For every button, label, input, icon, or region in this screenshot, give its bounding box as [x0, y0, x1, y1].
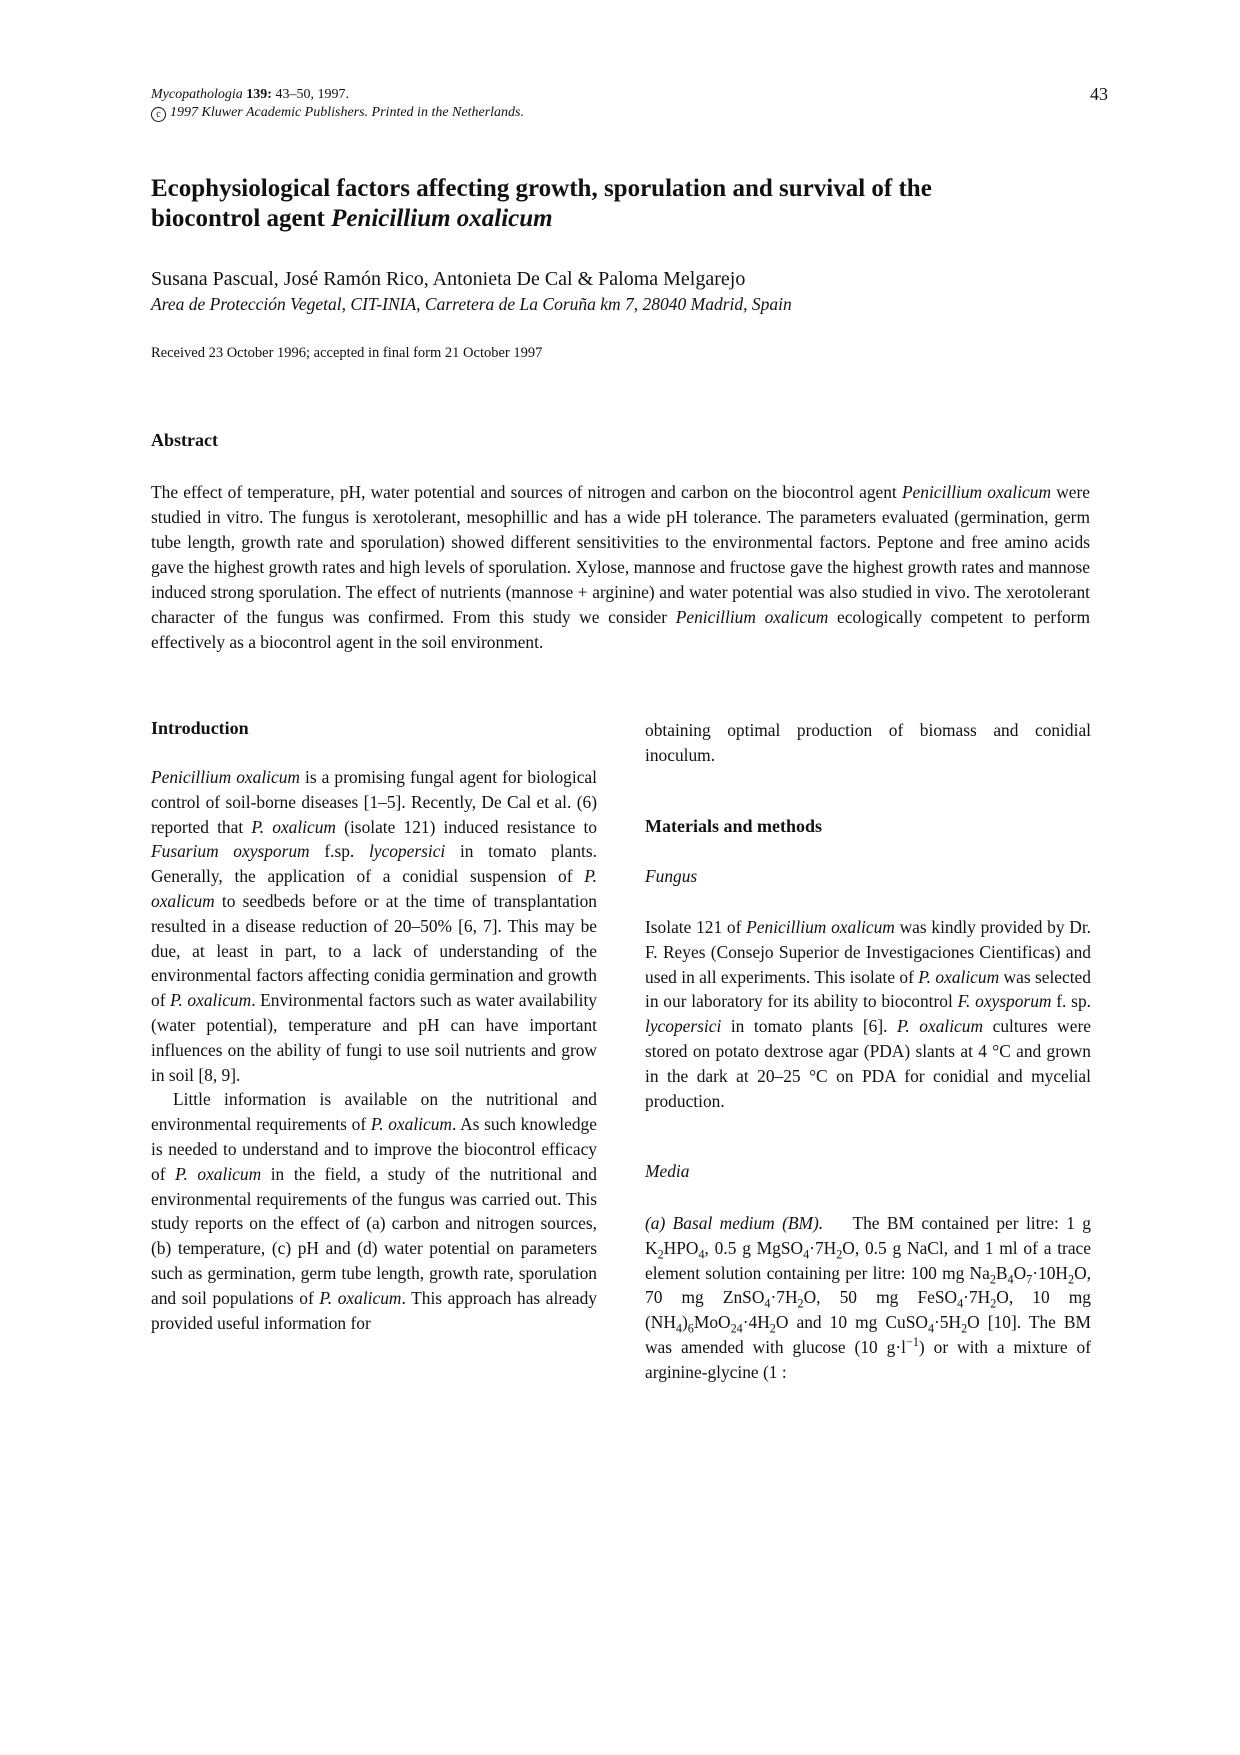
media-subheading: Media	[645, 1161, 690, 1181]
page-number: 43	[1090, 84, 1108, 104]
body-text: in the field, a study of the nutritional and environmental requirements of the fungus was carried out. This study reports on the effect of (a) carbon and nitrogen sources, (b) temperature, (c) pH and (d) water potential on parameters such as germination, germ tube length, growth rate, sporulation and soil populations of	[151, 1163, 597, 1308]
body-text: Little information is available on the nutritional and environmental requirements of	[151, 1089, 597, 1135]
body-text: (isolate 121) induced resistance to	[344, 816, 598, 837]
title-species: Penicillium oxalicum	[331, 205, 553, 232]
journal-pages: 43–50, 1997.	[275, 87, 349, 102]
journal-name: Mycopathologia	[151, 87, 243, 102]
abstract-body	[151, 480, 1090, 655]
title-line-2	[151, 204, 1091, 234]
abstract-text: ecologically competent to perform effectively as a biocontrol agent in the soil environment.	[151, 607, 1091, 652]
abstract-text: The effect of temperature, pH, water potential and sources of nitrogen and carbon on the biocontrol agent	[151, 482, 897, 502]
species-name: P. oxalicum	[175, 1163, 262, 1184]
species-name: P. oxalicum	[897, 1016, 984, 1037]
fungus-paragraph	[645, 915, 1091, 1113]
species-name: P. oxalicum	[370, 1114, 452, 1135]
journal-citation	[151, 86, 1051, 104]
body-text: . As such knowledge is needed to understand and to improve the biocontrol efficacy of	[151, 1114, 597, 1184]
body-text: . This approach has already provided useful information for	[151, 1287, 597, 1333]
species-name: P. oxalicum	[170, 990, 252, 1011]
species-name: Fusarium oxysporum	[151, 841, 310, 862]
body-text: in tomato plants [6].	[730, 1016, 888, 1037]
paper-title	[151, 174, 1091, 234]
species-name: Penicillium oxalicum	[151, 767, 300, 787]
journal-volume: 139:	[246, 87, 272, 102]
intro-paragraph-1	[151, 765, 597, 1087]
methods-heading: Materials and methods	[645, 816, 822, 836]
copyright-text: 1997 Kluwer Academic Publishers. Printed in the Netherlands.	[170, 105, 524, 120]
abstract-species: Penicillium oxalicum	[901, 482, 1052, 502]
species-name: P. oxalicum	[151, 866, 597, 911]
species-name: lycopersici	[368, 841, 446, 862]
species-name: lycopersici	[645, 1016, 722, 1037]
copyright-line	[151, 104, 1051, 122]
species-name: P. oxalicum	[918, 966, 1000, 987]
species-name: F. oxysporum	[957, 991, 1052, 1012]
introduction-body	[151, 765, 597, 1335]
body-text: is a promising fungal agent for biological control of soil-borne diseases [1–5]. Recently, De Cal et al. (6) reported that	[151, 767, 597, 837]
running-header	[151, 86, 1051, 122]
fungus-subheading: Fungus	[645, 866, 698, 886]
abstract-species: Penicillium oxalicum	[675, 607, 829, 627]
body-text: f. sp.	[1056, 991, 1091, 1012]
species-name: P. oxalicum	[319, 1287, 402, 1308]
copyright-icon: c	[151, 107, 166, 122]
body-text: was selected in our laboratory for its ability to biocontrol	[645, 966, 1091, 1012]
body-text: f.sp.	[324, 841, 355, 862]
species-name: Penicillium oxalicum	[746, 917, 895, 937]
body-text: cultures were stored on potato dextrose agar (PDA) slants at 4 °C and grown in the dark at 20–25 °C on PDA for conidial and mycelial production.	[645, 1016, 1091, 1111]
body-text: to seedbeds before or at the time of transplantation resulted in a disease reduction of 20–50% [6, 7]. This may be due, at least in part, to a lack of understanding of the environmental factors affecting conidia germination and growth of	[151, 890, 597, 1011]
abstract-heading: Abstract	[151, 430, 218, 450]
media-paragraph: (a) Basal medium (BM). The BM contained per litre: 1 g $K_2HPO_4$, 0.5 g $MgSO_4\cdot 7H_2O$, 0.5 g NaCl, and 1 ml of a trace element solution containing per litre: 100 mg $Na_2B_4O_7\cdot 10H_2O$, 70 mg $ZnSO_4\cdot 7H_2O$, 50 mg $FeSO_4\cdot 7H_2O$, 10 mg $(NH_4)_6MoO_{24}\cdot 4H_2O$ and 10 mg $CuSO_4\cdot 5H_2O$ [10]. The BM was amended with glucose (10 $g\cdot l^{-1}$) or with a mixture of arginine-glycine (1 :	[645, 1213, 1092, 1382]
intro-paragraph-2	[151, 1087, 597, 1335]
body-text: . Environmental factors such as water availability (water potential), temperature and pH can have important influences on the ability of fungi to use soil nutrients and grow in soil [8, 9].	[151, 990, 597, 1085]
abstract-text: were studied in vitro. The fungus is xerotolerant, mesophillic and has a wide pH tolerance. The parameters evaluated (germination, germ tube length, growth rate and sporulation) showed different sensitivities to the environmental factors. Peptone and free amino acids gave the highest growth rates and high levels of sporulation. Xylose, mannose and fructose gave the highest growth rates and mannose induced strong sporulation. The effect of nutrients (mannose + arginine) and water potential was also studied in vivo. The xerotolerant character of the fungus was confirmed. From this study we consider	[151, 482, 1090, 627]
body-text: was kindly provided by Dr. F. Reyes (Consejo Superior de Investigaciones Cientificas) and used in all experiments. This isolate of	[645, 917, 1092, 987]
received-dates: Received 23 October 1996; accepted in final form 21 October 1997	[151, 345, 543, 361]
body-text: in tomato plants. Generally, the application of a conidial suspension of	[151, 841, 597, 887]
media-label: (a) Basal medium (BM).	[645, 1213, 824, 1233]
introduction-heading: Introduction	[151, 718, 249, 738]
title-line-1: Ecophysiological factors affecting growth, sporulation and survival of the	[151, 175, 932, 202]
title-line-2-prefix: biocontrol agent	[151, 205, 325, 232]
author-list: Susana Pascual, José Ramón Rico, Antonieta De Cal & Paloma Melgarejo	[151, 268, 746, 290]
intro-continuation: obtaining optimal production of biomass and conidial inoculum.	[645, 720, 1091, 765]
affiliation: Area de Protección Vegetal, CIT-INIA, Carretera de La Coruña km 7, 28040 Madrid, Spain	[151, 294, 792, 314]
body-text: Isolate 121 of	[645, 917, 742, 937]
species-name: P. oxalicum	[251, 816, 336, 837]
